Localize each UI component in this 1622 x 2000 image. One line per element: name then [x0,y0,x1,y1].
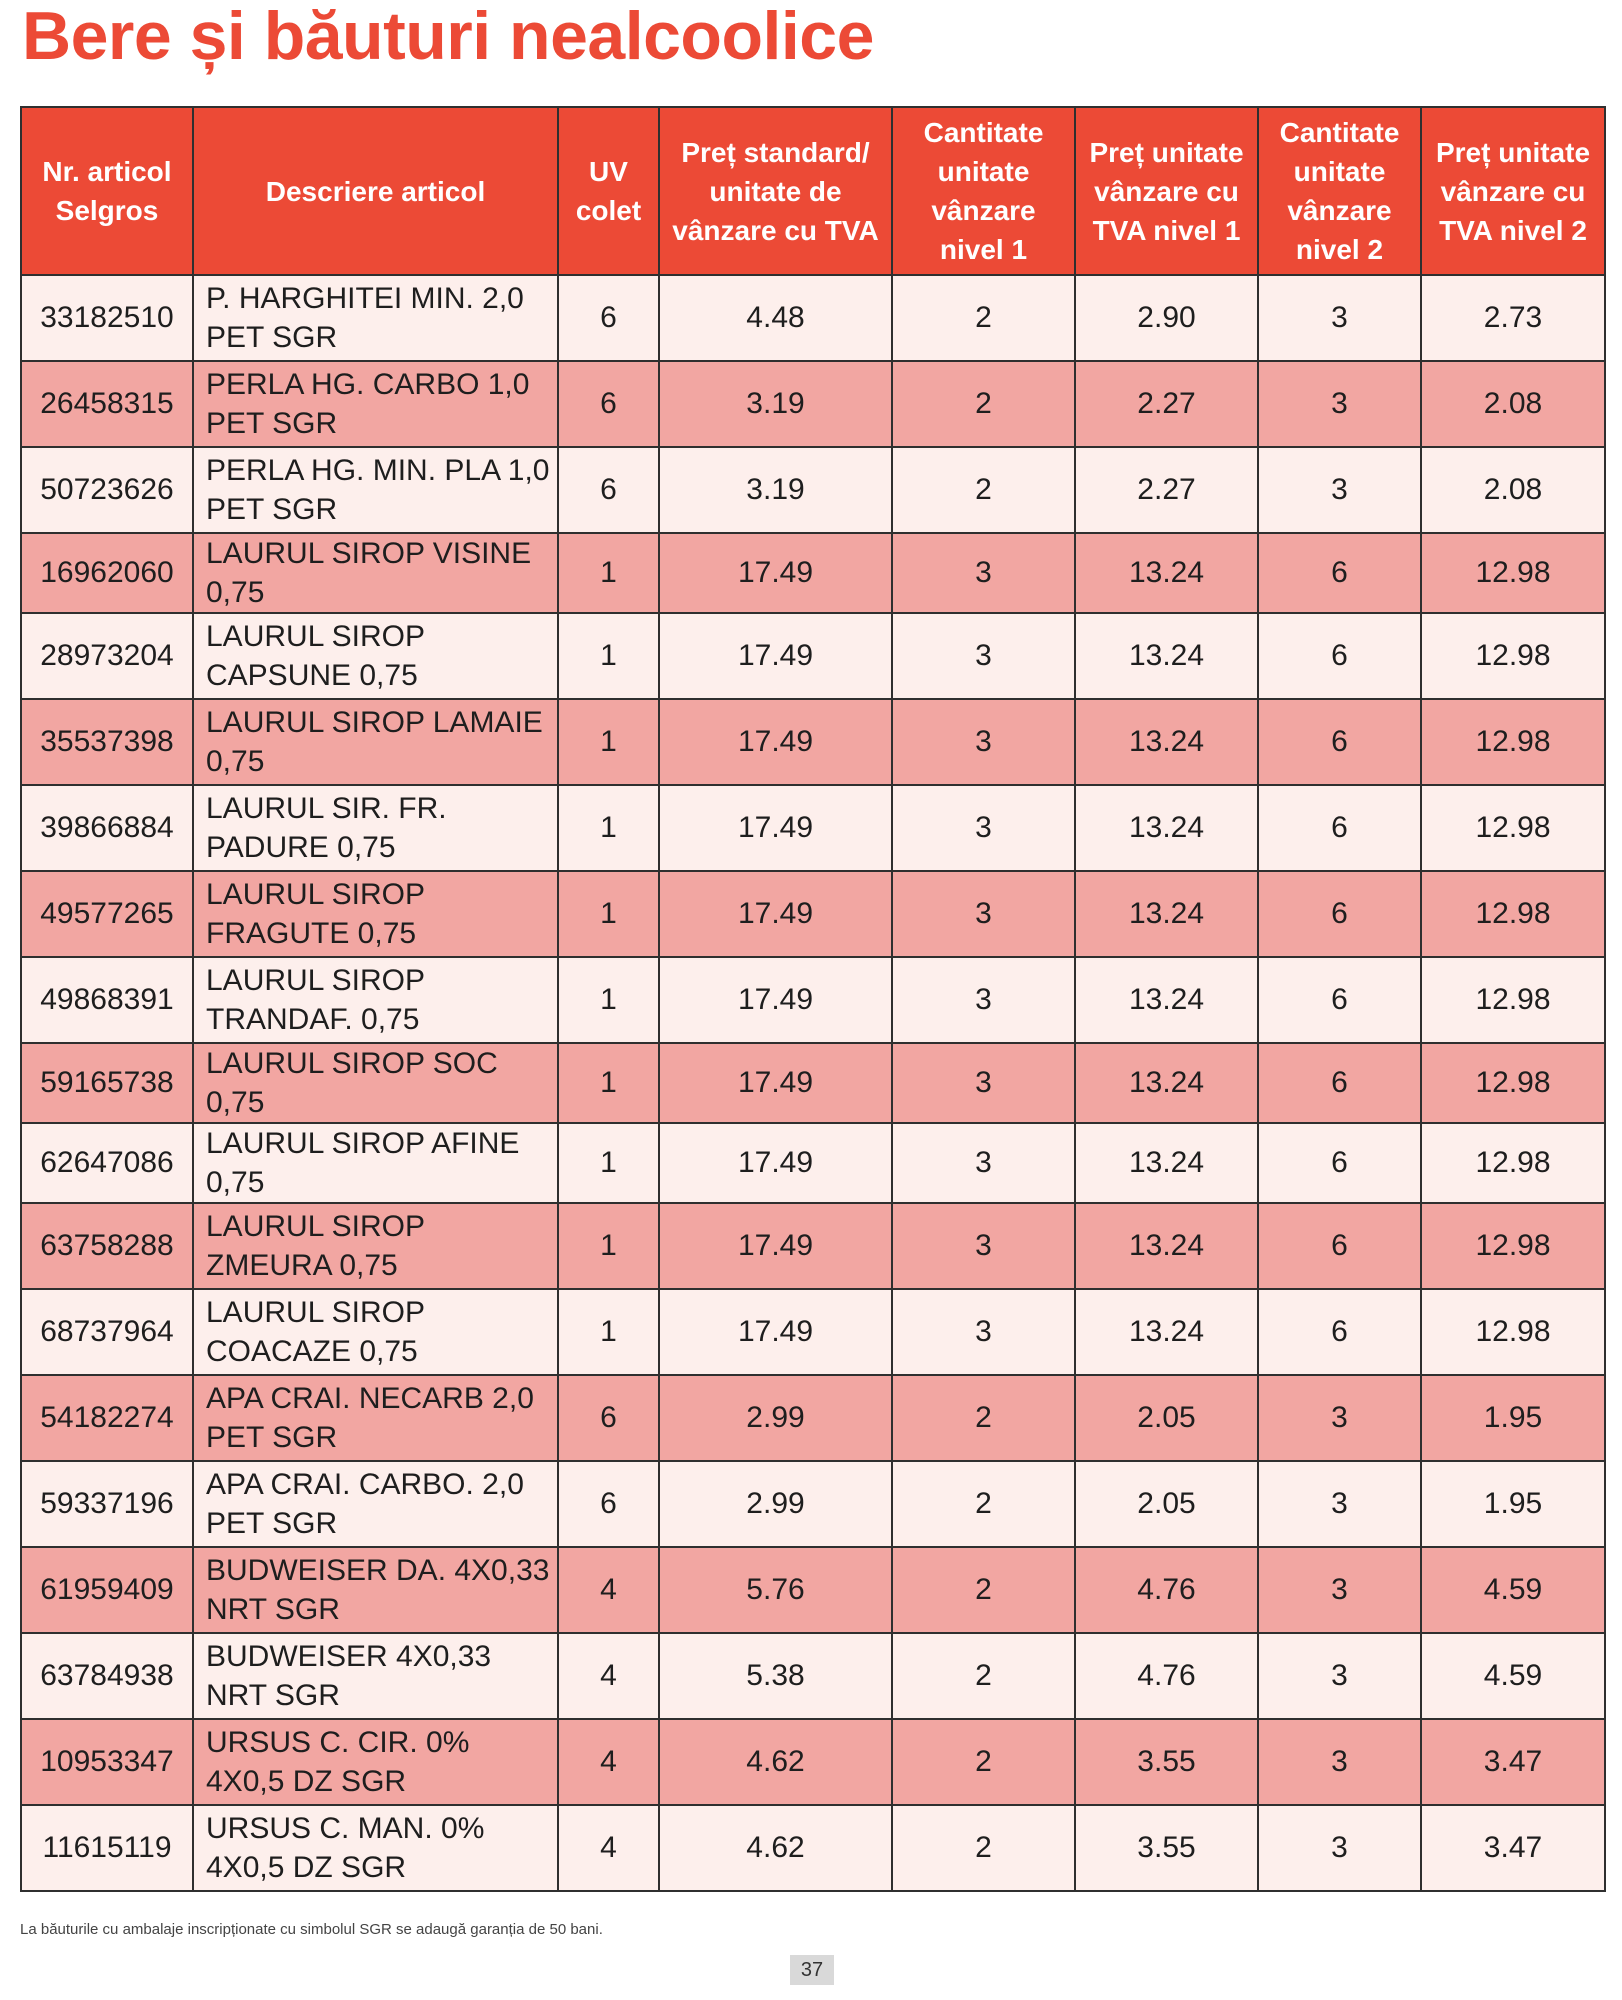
price-level-2: 12.98 [1421,1203,1605,1289]
price-level-2: 12.98 [1421,1289,1605,1375]
uv-colet: 6 [558,275,659,361]
quantity-level-2: 3 [1258,447,1421,533]
price-level-1: 13.24 [1075,785,1258,871]
price-level-2: 2.08 [1421,447,1605,533]
table-row [21,1719,1605,1805]
article-number: 49868391 [21,957,193,1043]
column-header: Preț unitate vânzare cu TVA nivel 2 [1421,107,1605,275]
table-row [21,613,1605,699]
price-level-2: 12.98 [1421,1123,1605,1203]
quantity-level-2: 3 [1258,1547,1421,1633]
quantity-level-1: 3 [892,785,1075,871]
article-number: 50723626 [21,447,193,533]
price-level-2: 2.08 [1421,361,1605,447]
article-number: 59337196 [21,1461,193,1547]
price-level-2: 12.98 [1421,613,1605,699]
uv-colet: 1 [558,699,659,785]
article-description: LAURUL SIROP LAMAIE 0,75 [193,699,558,785]
price-level-1: 13.24 [1075,1043,1258,1123]
quantity-level-2: 3 [1258,1461,1421,1547]
uv-colet: 4 [558,1547,659,1633]
price-table [20,106,1606,1892]
uv-colet: 1 [558,1123,659,1203]
standard-price: 17.49 [659,785,892,871]
uv-colet: 1 [558,533,659,613]
price-level-1: 4.76 [1075,1547,1258,1633]
quantity-level-2: 3 [1258,1719,1421,1805]
price-level-1: 2.27 [1075,361,1258,447]
article-description: LAURUL SIROP COACAZE 0,75 [193,1289,558,1375]
column-header: Cantitate unitate vânzare nivel 1 [892,107,1075,275]
uv-colet: 4 [558,1719,659,1805]
quantity-level-2: 6 [1258,785,1421,871]
price-level-1: 4.76 [1075,1633,1258,1719]
uv-colet: 1 [558,1289,659,1375]
article-number: 35537398 [21,699,193,785]
column-header: Nr. articol Selgros [21,107,193,275]
quantity-level-1: 3 [892,1123,1075,1203]
table-row [21,1043,1605,1123]
article-description: PERLA HG. MIN. PLA 1,0 PET SGR [193,447,558,533]
price-level-2: 12.98 [1421,785,1605,871]
article-description: LAURUL SIROP FRAGUTE 0,75 [193,871,558,957]
column-header: Descriere articol [193,107,558,275]
table-row [21,1633,1605,1719]
quantity-level-2: 6 [1258,871,1421,957]
quantity-level-1: 2 [892,361,1075,447]
uv-colet: 6 [558,1461,659,1547]
uv-colet: 6 [558,447,659,533]
article-number: 61959409 [21,1547,193,1633]
quantity-level-2: 3 [1258,1375,1421,1461]
uv-colet: 6 [558,1375,659,1461]
quantity-level-1: 3 [892,1043,1075,1123]
standard-price: 17.49 [659,1203,892,1289]
article-description: LAURUL SIROP TRANDAF. 0,75 [193,957,558,1043]
quantity-level-2: 6 [1258,533,1421,613]
article-number: 16962060 [21,533,193,613]
price-level-1: 2.05 [1075,1375,1258,1461]
price-level-1: 3.55 [1075,1805,1258,1891]
quantity-level-1: 3 [892,613,1075,699]
price-level-1: 13.24 [1075,957,1258,1043]
uv-colet: 1 [558,785,659,871]
quantity-level-2: 6 [1258,613,1421,699]
article-description: APA CRAI. NECARB 2,0 PET SGR [193,1375,558,1461]
uv-colet: 1 [558,1203,659,1289]
article-number: 62647086 [21,1123,193,1203]
quantity-level-1: 2 [892,1719,1075,1805]
standard-price: 4.62 [659,1719,892,1805]
quantity-level-2: 3 [1258,1633,1421,1719]
quantity-level-1: 2 [892,1461,1075,1547]
uv-colet: 4 [558,1805,659,1891]
price-level-1: 3.55 [1075,1719,1258,1805]
article-number: 49577265 [21,871,193,957]
price-level-2: 3.47 [1421,1805,1605,1891]
table-row [21,1461,1605,1547]
table-row [21,1375,1605,1461]
quantity-level-1: 2 [892,275,1075,361]
article-description: LAURUL SIROP AFINE 0,75 [193,1123,558,1203]
uv-colet: 1 [558,613,659,699]
quantity-level-2: 6 [1258,1289,1421,1375]
quantity-level-1: 2 [892,1805,1075,1891]
standard-price: 3.19 [659,361,892,447]
article-description: LAURUL SIR. FR. PADURE 0,75 [193,785,558,871]
quantity-level-1: 3 [892,871,1075,957]
table-row [21,447,1605,533]
standard-price: 17.49 [659,533,892,613]
article-number: 63758288 [21,1203,193,1289]
column-header: UV colet [558,107,659,275]
quantity-level-1: 3 [892,1289,1075,1375]
quantity-level-2: 3 [1258,1805,1421,1891]
quantity-level-2: 6 [1258,1043,1421,1123]
standard-price: 5.76 [659,1547,892,1633]
table-row [21,1123,1605,1203]
column-header: Preț standard/ unitate de vânzare cu TVA [659,107,892,275]
article-description: URSUS C. CIR. 0% 4X0,5 DZ SGR [193,1719,558,1805]
price-level-1: 13.24 [1075,533,1258,613]
price-level-2: 4.59 [1421,1547,1605,1633]
article-description: LAURUL SIROP ZMEURA 0,75 [193,1203,558,1289]
table-row [21,1203,1605,1289]
uv-colet: 1 [558,1043,659,1123]
article-number: 39866884 [21,785,193,871]
article-description: LAURUL SIROP CAPSUNE 0,75 [193,613,558,699]
article-description: PERLA HG. CARBO 1,0 PET SGR [193,361,558,447]
quantity-level-2: 6 [1258,699,1421,785]
standard-price: 17.49 [659,871,892,957]
quantity-level-1: 3 [892,533,1075,613]
price-level-1: 13.24 [1075,1289,1258,1375]
quantity-level-1: 2 [892,447,1075,533]
table-row [21,361,1605,447]
standard-price: 17.49 [659,613,892,699]
quantity-level-1: 2 [892,1633,1075,1719]
page-title: Bere și băuturi nealcoolice [22,0,874,74]
page-number: 37 [790,1955,834,1985]
price-level-1: 13.24 [1075,1203,1258,1289]
footnote: La băuturile cu ambalaje inscripționate cu simbolul SGR se adaugă garanția de 50 bani. [20,1921,603,1938]
price-level-1: 13.24 [1075,871,1258,957]
article-description: BUDWEISER 4X0,33 NRT SGR [193,1633,558,1719]
article-number: 28973204 [21,613,193,699]
standard-price: 17.49 [659,1289,892,1375]
table-row [21,1547,1605,1633]
article-number: 11615119 [21,1805,193,1891]
table-row [21,1289,1605,1375]
price-level-1: 13.24 [1075,699,1258,785]
standard-price: 17.49 [659,1123,892,1203]
table-row [21,871,1605,957]
article-number: 10953347 [21,1719,193,1805]
standard-price: 17.49 [659,699,892,785]
article-description: URSUS C. MAN. 0% 4X0,5 DZ SGR [193,1805,558,1891]
standard-price: 17.49 [659,957,892,1043]
uv-colet: 6 [558,361,659,447]
price-level-2: 12.98 [1421,957,1605,1043]
standard-price: 4.48 [659,275,892,361]
quantity-level-1: 3 [892,957,1075,1043]
price-level-2: 12.98 [1421,533,1605,613]
standard-price: 17.49 [659,1043,892,1123]
quantity-level-1: 3 [892,699,1075,785]
price-level-2: 12.98 [1421,871,1605,957]
standard-price: 4.62 [659,1805,892,1891]
standard-price: 2.99 [659,1461,892,1547]
price-level-2: 4.59 [1421,1633,1605,1719]
table-row [21,533,1605,613]
table-header-row [21,107,1605,275]
quantity-level-2: 6 [1258,1203,1421,1289]
price-level-1: 13.24 [1075,1123,1258,1203]
quantity-level-2: 3 [1258,361,1421,447]
uv-colet: 1 [558,871,659,957]
table-row [21,699,1605,785]
article-description: BUDWEISER DA. 4X0,33 NRT SGR [193,1547,558,1633]
article-number: 26458315 [21,361,193,447]
article-description: APA CRAI. CARBO. 2,0 PET SGR [193,1461,558,1547]
price-level-1: 2.27 [1075,447,1258,533]
price-level-1: 2.05 [1075,1461,1258,1547]
price-level-1: 2.90 [1075,275,1258,361]
article-number: 59165738 [21,1043,193,1123]
uv-colet: 4 [558,1633,659,1719]
price-level-2: 2.73 [1421,275,1605,361]
price-level-2: 1.95 [1421,1461,1605,1547]
standard-price: 3.19 [659,447,892,533]
standard-price: 2.99 [659,1375,892,1461]
quantity-level-2: 3 [1258,275,1421,361]
table-row [21,1805,1605,1891]
standard-price: 5.38 [659,1633,892,1719]
article-number: 63784938 [21,1633,193,1719]
quantity-level-1: 3 [892,1203,1075,1289]
price-level-2: 3.47 [1421,1719,1605,1805]
article-number: 33182510 [21,275,193,361]
article-number: 54182274 [21,1375,193,1461]
table-row [21,275,1605,361]
article-description: P. HARGHITEI MIN. 2,0 PET SGR [193,275,558,361]
price-level-2: 12.98 [1421,1043,1605,1123]
uv-colet: 1 [558,957,659,1043]
article-description: LAURUL SIROP VISINE 0,75 [193,533,558,613]
article-number: 68737964 [21,1289,193,1375]
quantity-level-2: 6 [1258,957,1421,1043]
column-header: Preț unitate vânzare cu TVA nivel 1 [1075,107,1258,275]
column-header: Cantitate unitate vânzare nivel 2 [1258,107,1421,275]
quantity-level-1: 2 [892,1547,1075,1633]
table-row [21,785,1605,871]
quantity-level-2: 6 [1258,1123,1421,1203]
quantity-level-1: 2 [892,1375,1075,1461]
price-level-2: 1.95 [1421,1375,1605,1461]
price-level-1: 13.24 [1075,613,1258,699]
article-description: LAURUL SIROP SOC 0,75 [193,1043,558,1123]
price-level-2: 12.98 [1421,699,1605,785]
table-row [21,957,1605,1043]
